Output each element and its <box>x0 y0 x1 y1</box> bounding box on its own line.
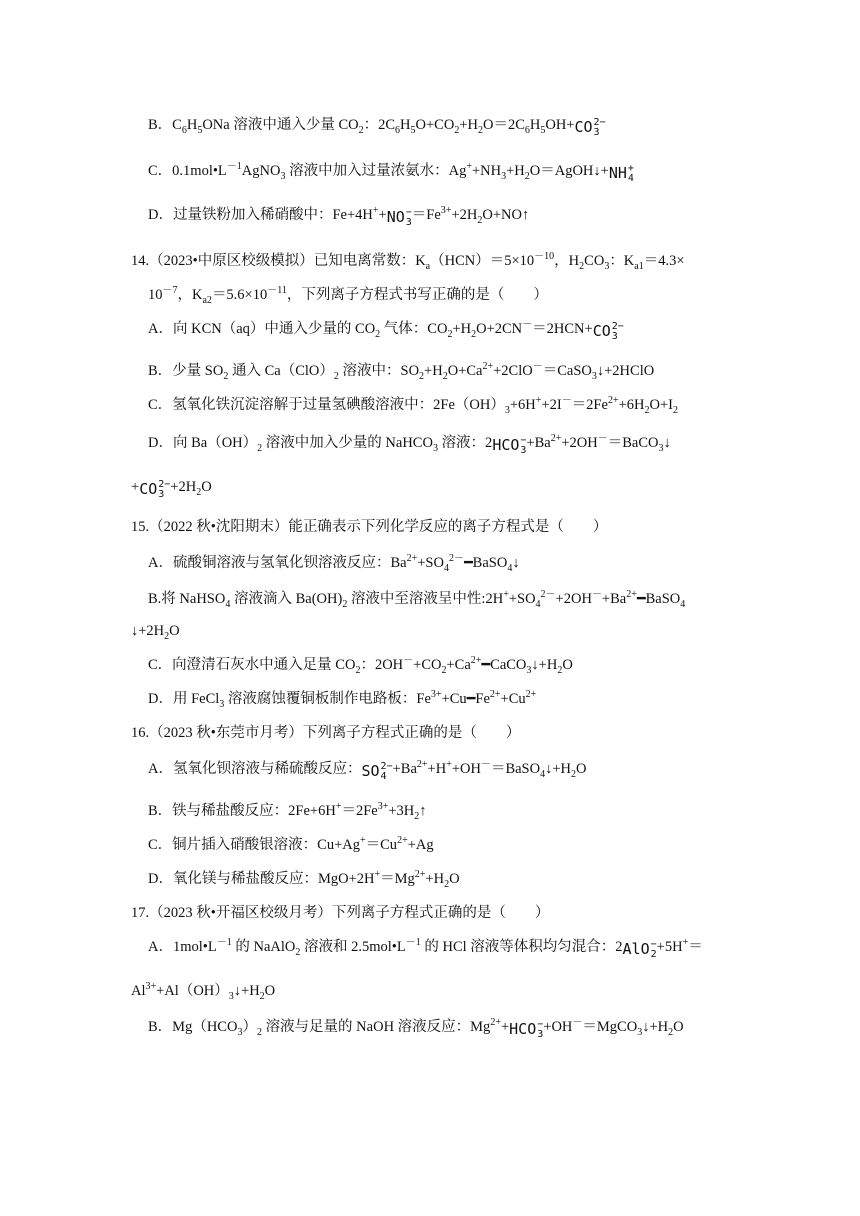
text-line-3: 14.（2023•中原区校级模拟）已知电离常数：$K_a(HCN)=5\times 10^{-10}$，$H_2CO_3$：$K_{a1}=4.3\times$ <box>131 251 685 272</box>
text-line-4: $10^{-7}$，$K_{a2}=5.6\times 10^{-11}$，下列离子方程式书写正确的是（ ） <box>148 285 548 306</box>
text-line-24: B．$Mg(HCO_3)_2$ 溶液与足量的 NaOH 溶液反应：$Mg^{2+}+HCO$ − 3 $+OH^-=MgCO_3↓+H_2O$ <box>148 1017 684 1040</box>
text-line-13: $↓+2H_2O$ <box>131 623 180 642</box>
text-line-2: D．过量铁粉加入稀硝酸中：Fe+4H++NO − 3 $=Fe^{3+}+2H_2O+NO↑$ <box>148 205 530 228</box>
text-line-12: B.将 NaHSO$_4$ 溶液滴入 $Ba(OH)_2$ 溶液中至溶液呈中性$:2H^++SO_4^{2-}+2OH^-+Ba^{2+}━BaSO_4$ <box>148 589 686 610</box>
text-line-15: D．用 FeCl$_3$ 溶液腐蚀覆铜板制作电路板：$Fe^{3+}+Cu━Fe^{2+}+Cu^{2+}$ <box>148 689 537 710</box>
ammonium-ion: NH + 4 <box>608 162 634 184</box>
carbonate-ion: CO 2− 3 <box>139 478 171 500</box>
text-line-19: C．铜片插入硝酸银溶液：$Cu+Ag^+=Cu^{2+}+Ag$ <box>148 835 434 853</box>
text-line-14: C．向澄清石灰水中通入足量 $CO_2$：$2OH^-+CO_2+Ca^{2+}━CaCO_3↓+H_2O$ <box>148 655 573 676</box>
text-line-10: 15.（2022 秋•沈阳期末）能正确表示下列化学反应的离子方程式是（ ） <box>131 519 608 535</box>
text-line-23: $Al^{3+}+Al(OH)_3↓+H_2O$ <box>131 981 276 1002</box>
text-line-21: 17.（2023 秋•开福区校级月考）下列离子方程式正确的是（ ） <box>131 905 550 921</box>
text-line-1: C．$0.1mol•L^{-1}AgNO_3$ 溶液中加入过量浓氨水：$Ag^++NH_3+H_2O=AgOH↓+NH$ + 4 <box>148 161 634 184</box>
text-line-0: B．$C_6H_5ONa$ 溶液中通入少量 $CO_2$：$2C_6H_5O+CO_2+H_2O=2C_6H_5OH+CO$ 2− 3 <box>148 116 606 138</box>
text-line-8: D．向 $Ba(OH)_2$ 溶液中加入少量的 NaHCO$_3$ 溶液：2HCO − 3 $+Ba^{2+}+2OH^-=BaCO_3↓$ <box>148 433 671 456</box>
bicarbonate-ion: HCO − 3 <box>509 1018 544 1040</box>
text-line-7: C．氢氧化铁沉淀溶解于过量氢碘酸溶液中：$2Fe(OH)_3+6H^++2I^-=2Fe^{2+}+6H_2O+I_2$ <box>148 395 678 416</box>
text-line-16: 16.（2023 秋•东莞市月考）下列离子方程式正确的是（ ） <box>131 725 521 741</box>
text-line-11: A．硫酸铜溶液与氢氧化钡溶液反应：$Ba^{2+}+SO_4^{2-}━BaSO_4↓$ <box>148 553 520 574</box>
text-line-9: +CO 2− 3 $+2H_2O$ <box>131 478 212 500</box>
text-line-17: A．氢氧化钡溶液与稀硫酸反应：SO 2− 4 $+Ba^{2+}+H^++OH^-=BaSO_4↓+H_2O$ <box>148 759 587 782</box>
aluminate-ion: AlO − 2 <box>622 938 657 960</box>
nitrate-ion: NO − 3 <box>386 206 412 228</box>
text-line-22: A．$1mol•L^{-1}$ 的 NaAlO$_2$ 溶液和 $2.5mol•L^{-1}$ 的 HCl 溶液等体积均匀混合：2AlO − 2 +5H+＝ <box>148 937 703 960</box>
carbonate-ion: CO 2− 3 <box>574 116 606 138</box>
text-line-6: B．少量 $SO_2$ 通入 $Ca(ClO)_2$ 溶液中：$SO_2+H_2O+Ca^{2+}+2ClO^-=CaSO_3↓+2HClO$ <box>148 361 655 382</box>
sulfate-ion: SO 2− 4 <box>361 760 393 782</box>
bicarbonate-ion: HCO − 3 <box>492 434 527 456</box>
carbonate-ion: CO 2− 3 <box>592 320 624 342</box>
text-line-18: B．铁与稀盐酸反应：$2Fe+6H^+=2Fe^{3+}+3H_2↑$ <box>148 801 427 822</box>
text-line-20: D．氧化镁与稀盐酸反应：$MgO+2H^+=Mg^{2+}+H_2O$ <box>148 869 460 890</box>
text-line-5: A．向 KCN（aq）中通入少量的 $CO_2$ 气体：$CO_2+H_2O+2CN^-=2HCN+CO$ 2− 3 <box>148 319 624 342</box>
